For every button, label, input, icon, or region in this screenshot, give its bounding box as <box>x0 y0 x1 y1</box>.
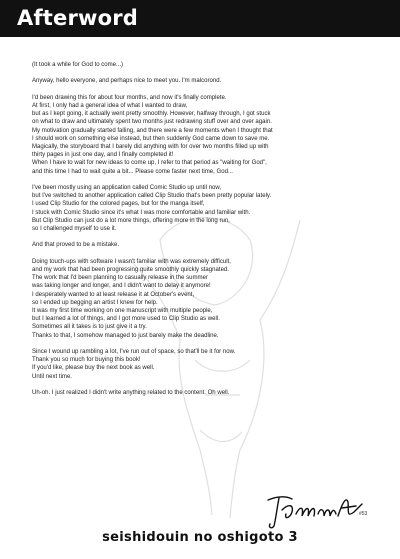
text-line: was taking longer and longer, and I didn't want to delay it anymore! <box>32 283 211 290</box>
text-line: I'd been drawing this for about four months, and now it's finally complete. <box>32 94 227 101</box>
text-line: It was my first time working on one manuscript with multiple people, <box>32 308 213 315</box>
text-line: The work that I'd been planning to casually release in the summer <box>32 275 208 282</box>
text-line: but I've switched to another application called Clip Studio that's been pretty popular lately. <box>32 193 272 200</box>
text-line: When I have to wait for new ideas to come up, I refer to that period as "waiting for God", <box>32 160 267 167</box>
text-line: Until next time. <box>32 373 72 380</box>
paragraph <box>32 241 377 249</box>
paragraph <box>32 77 377 85</box>
text-line: so I ended up begging an artist I knew for help. <box>32 299 158 306</box>
text-line: but as I kept going, it actually went pretty smoothly. However, halfway through, I got stuck <box>32 111 271 118</box>
afterword-text <box>32 61 377 405</box>
text-line: I should work on something else instead, but then suddenly God came down to save me. <box>32 135 270 142</box>
header-bar <box>0 0 400 37</box>
text-line: Uh-oh. I just realized I didn't write anything related to the content. Oh well. <box>32 390 230 397</box>
text-line: Since I wound up rambling a lot, I've run out of space, so that'll be it for now. <box>32 349 236 356</box>
text-line: I stuck with Comic Studio since it's what I was more comfortable and familiar with. <box>32 209 251 216</box>
text-line: And that proved to be a mistake. <box>32 242 120 249</box>
text-line: I used Clip Studio for the colored pages, but for the manga itself, <box>32 201 205 208</box>
text-line: Anyway, hello everyone, and perhaps nice to meet you. I'm malcorond. <box>32 78 222 85</box>
text-line: My motivation gradually started falling, and there were a few moments when I thought that <box>32 127 273 134</box>
paragraph <box>32 61 377 69</box>
text-line: and my work that had been progressing quite smoothly quickly stagnated. <box>32 267 229 273</box>
text-line: so I challenged myself to use it. <box>32 226 117 233</box>
text-line: I've been mostly using an application called Comic Studio up until now, <box>32 185 222 191</box>
text-line: Magically, the storyboard that I barely did anything with for over two months filled up with <box>32 144 269 150</box>
text-line: but I learned a lot of things, and I got more used to Clip Studio as well. <box>32 316 220 323</box>
text-line: At first, I only had a general idea of what I wanted to draw, <box>32 102 188 109</box>
paragraph <box>32 258 377 340</box>
text-line: Thank you so much for buying this book! <box>32 357 141 364</box>
text-line: thirty pages in just one day, and I finally completed it! <box>32 152 174 159</box>
page-title: Afterword <box>17 6 139 30</box>
paragraph <box>32 94 377 176</box>
text-line: Doing touch-ups with software I wasn't familiar with was extremely difficult, <box>32 258 231 265</box>
paragraph <box>32 348 377 381</box>
text-line: I desperately wanted to at least release it at October's event, <box>32 291 195 298</box>
paragraph <box>32 184 377 233</box>
text-line: and this time I had to wait quite a bit... Please come faster next time, God... <box>32 168 233 175</box>
book-title: seishidouin no oshigoto 3 <box>102 530 298 545</box>
paragraph <box>32 389 377 397</box>
text-line: Sometimes all it takes is to just give it a try. <box>32 324 147 331</box>
author-signature <box>264 490 364 530</box>
text-line: on what to draw and ultimately spent two months just redrawing stuff over and over again. <box>32 119 272 126</box>
text-line: But Clip Studio can just do a lot more things, offering more in the long run, <box>32 217 230 224</box>
page-number: #53 <box>359 511 368 517</box>
text-line: Thanks to that, I somehow managed to just barely make the deadline. <box>32 332 219 339</box>
text-line: (It took a while for God to come...) <box>32 62 124 68</box>
text-line: If you'd like, please buy the next book as well. <box>32 365 155 372</box>
